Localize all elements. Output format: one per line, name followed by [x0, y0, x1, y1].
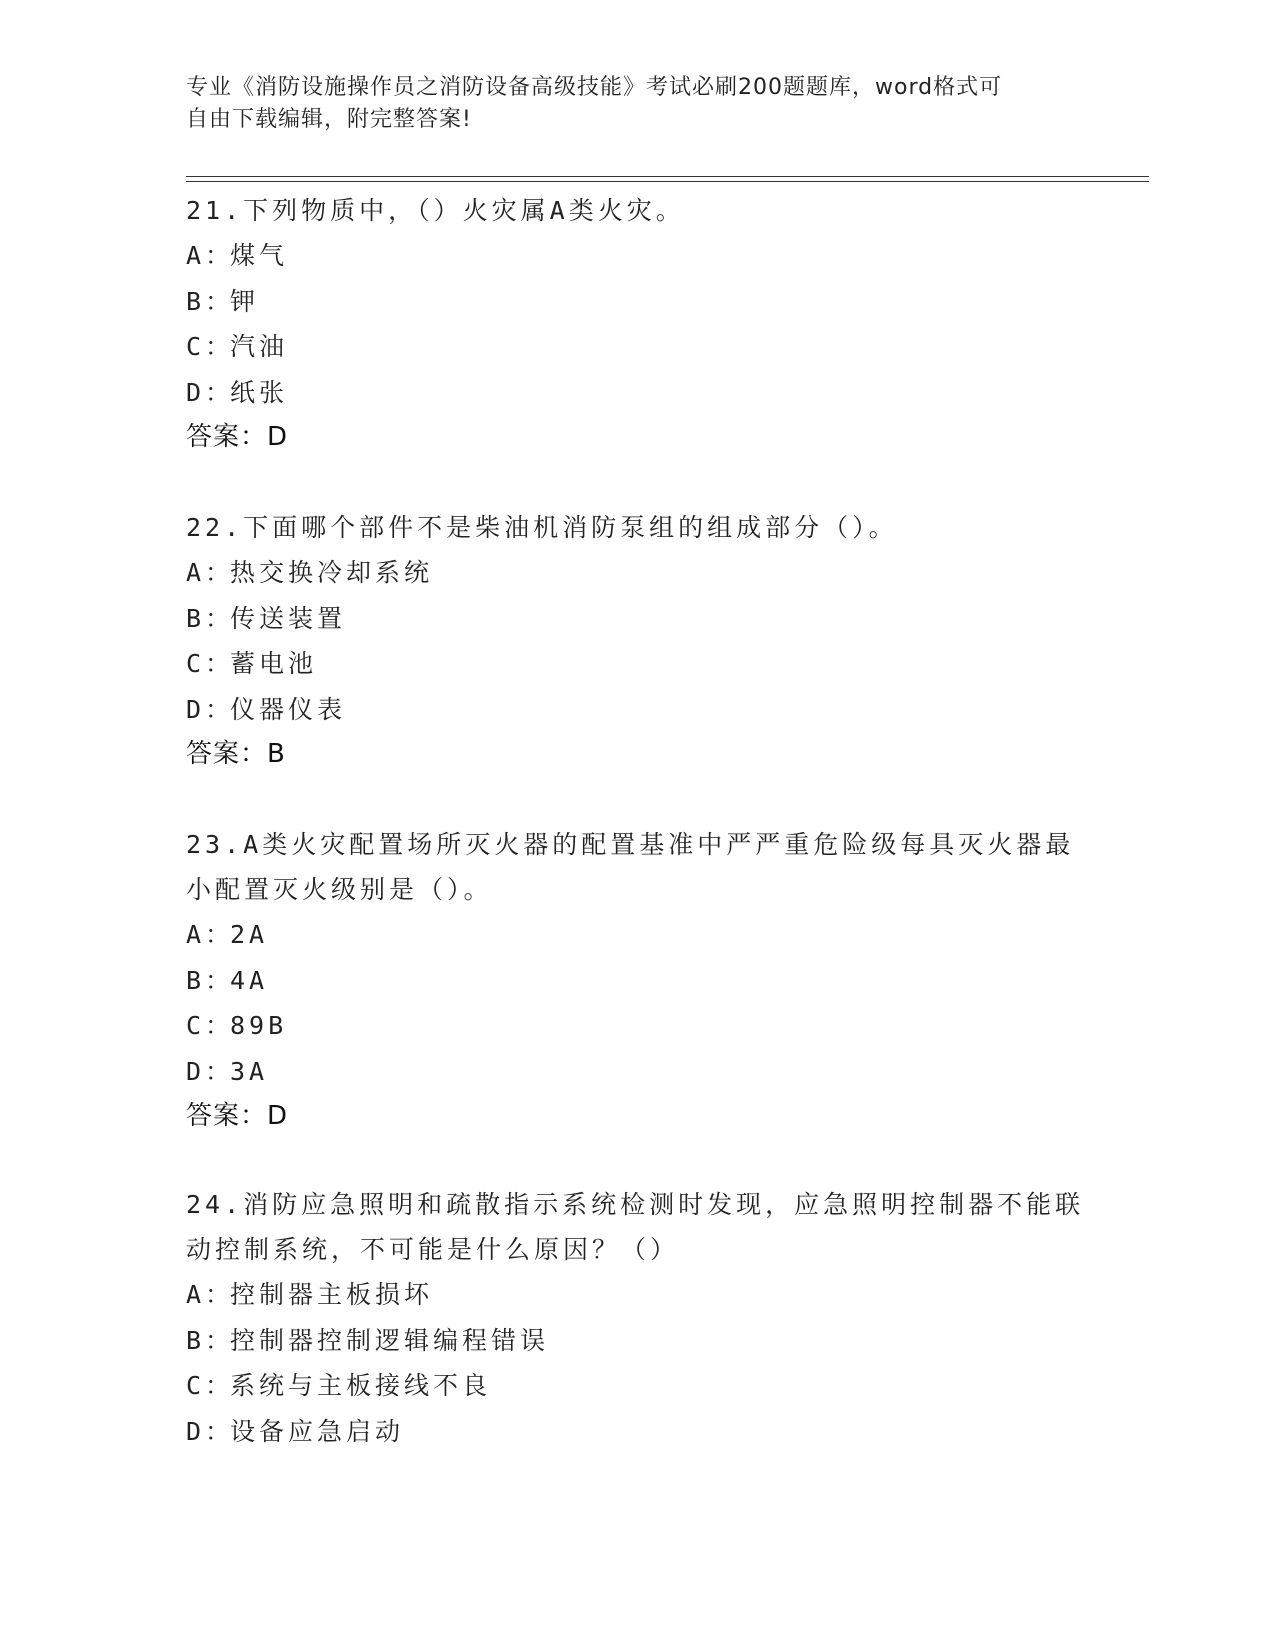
document-header — [186, 72, 1066, 136]
option-b — [186, 279, 1086, 325]
option-letter: A： — [186, 558, 235, 587]
option-text: 传送装置 — [230, 603, 347, 633]
question-stem-line-1: 24.消防应急照明和疏散指示系统检测时发现，应急照明控制器不能联 — [186, 1190, 1085, 1219]
question-24 — [186, 1182, 1086, 1454]
option-letter: C： — [186, 649, 235, 678]
option-letter: B： — [186, 603, 235, 633]
option-letter: A： — [186, 1280, 235, 1309]
option-letter: D： — [186, 1056, 235, 1086]
option-a — [186, 550, 1086, 596]
option-text: 煤气 — [230, 241, 289, 270]
answer-line: 答案：D — [186, 1101, 289, 1131]
option-letter: C： — [186, 1011, 235, 1040]
answer-line: 答案：B — [186, 739, 286, 769]
option-d — [186, 370, 1086, 416]
option-b — [186, 1318, 1086, 1364]
header-divider-bottom — [186, 181, 1149, 182]
option-letter: B： — [186, 965, 235, 995]
option-c — [186, 641, 1086, 687]
option-text: 仪器仪表 — [230, 694, 347, 724]
option-d — [186, 1049, 1086, 1095]
option-b — [186, 958, 1086, 1004]
header-line-1: 专业《消防设施操作员之消防设备高级技能》考试必刷200题题库，word格式可 — [186, 75, 1003, 100]
option-text: 89B — [230, 1011, 288, 1040]
question-23 — [186, 822, 1086, 1139]
option-a — [186, 233, 1086, 279]
option-text: 纸张 — [230, 377, 289, 407]
option-text: 控制器控制逻辑编程错误 — [230, 1325, 550, 1355]
option-c — [186, 1363, 1086, 1409]
option-letter: A： — [186, 920, 235, 949]
option-letter: D： — [186, 694, 235, 724]
option-letter: A： — [186, 241, 235, 270]
option-text: 系统与主板接线不良 — [230, 1371, 492, 1400]
option-letter: D： — [186, 377, 235, 407]
option-text: 3A — [230, 1056, 269, 1086]
option-b — [186, 596, 1086, 642]
option-d — [186, 687, 1086, 733]
option-text: 热交换冷却系统 — [230, 558, 434, 587]
option-letter: C： — [186, 1371, 235, 1400]
option-letter: C： — [186, 332, 235, 361]
option-letter: B： — [186, 286, 235, 316]
option-text: 设备应急启动 — [230, 1416, 405, 1446]
option-letter: B： — [186, 1325, 235, 1355]
question-stem: 21.下列物质中，（）火灾属A类火灾。 — [186, 196, 685, 225]
question-stem-line-2: 小配置灭火级别是（）。 — [186, 875, 493, 904]
answer-line: 答案：D — [186, 422, 289, 452]
question-stem-line-2: 动控制系统，不可能是什么原因？（） — [186, 1235, 680, 1264]
option-letter: D： — [186, 1416, 235, 1446]
option-a — [186, 1272, 1086, 1318]
question-21 — [186, 188, 1086, 460]
question-22 — [186, 505, 1086, 777]
option-d — [186, 1409, 1086, 1455]
option-text: 蓄电池 — [230, 649, 318, 678]
header-divider-top — [186, 176, 1149, 177]
option-text: 控制器主板损坏 — [230, 1280, 434, 1309]
option-c — [186, 1003, 1086, 1049]
option-text: 汽油 — [230, 332, 289, 361]
option-text: 钾 — [230, 286, 260, 316]
question-stem: 22.下面哪个部件不是柴油机消防泵组的组成部分（）。 — [186, 513, 898, 542]
option-a — [186, 912, 1086, 958]
option-c — [186, 324, 1086, 370]
header-line-2: 自由下载编辑，附完整答案! — [186, 107, 472, 132]
option-text: 4A — [230, 965, 269, 995]
question-stem-line-1: 23.A类火灾配置场所灭火器的配置基准中严严重危险级每具灭火器最 — [186, 830, 1075, 859]
option-text: 2A — [230, 920, 269, 949]
